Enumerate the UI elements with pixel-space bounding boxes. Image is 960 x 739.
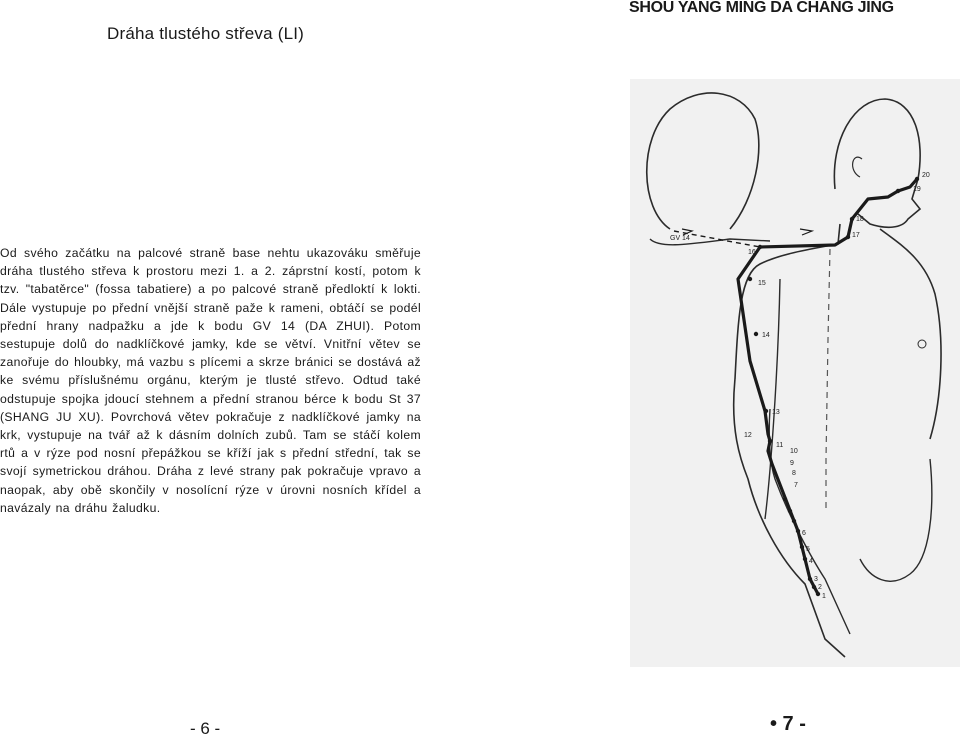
- left-page-number: - 6 -: [190, 719, 221, 738]
- acupoint-dot: [764, 409, 768, 413]
- body-figure-svg: [630, 79, 960, 667]
- acupoint-dot: [783, 497, 787, 501]
- acupoint-dot: [748, 277, 752, 281]
- point-label: 1: [822, 593, 826, 600]
- acupoint-dot: [808, 577, 812, 581]
- acupoint-dot: [816, 592, 820, 596]
- acupoint-dot: [800, 545, 804, 549]
- point-label: 12: [744, 432, 752, 439]
- description-paragraph: Od svého začátku na palcové straně base nehtu ukazováku směřuje dráha tlustého střeva k prostoru mezi 1. a 2. záprstní kostí, potom k tzv. "tabatěrce" (fossa tabatiere) a po palcové straně předloktí k lokti. Dále vystupuje po přední vnější straně paže k rameni, obtáčí se podél přední hrany nadpažku a jde k bodu GV 14 (DA ZHUI). Potom sestupuje dolů do nadklíčkové jamky, kde se větví. Vnitřní větev se zanořuje do hloubky, má vazbu s plícemi a skrze bránici se dostává až ke svému příslušnému orgánu, kterým je tlusté střevo. Odtud také odstupuje spojka jdoucí stehnem a přední stranou bérce k bodu St 37 (SHANG JU XU). Povrchová větev pokračuje z nadklíčkové jamky na krk, vystupuje na tvář až k dásním dolních zubů. Tam se stáčí kolem rtů a v rýze pod nosní přepážkou se kříží jak s přední střední, tak se svojí symetrickou dráhou. Dráha z levé strany pak pokračuje vpravo a naopak, aby obě skončily v nosolícní rýze v úrovni nosních křídel a navázaly na dráhu žaludku.: [0, 246, 421, 515]
- acupoint-dot: [896, 189, 900, 193]
- point-label: 9: [790, 460, 794, 467]
- point-label: 14: [762, 332, 770, 339]
- point-label: 11: [776, 442, 784, 449]
- meridian-illustration: [630, 79, 960, 667]
- gv14-label: GV 14: [670, 235, 690, 242]
- point-label: 15: [758, 280, 766, 287]
- acupoint-dot: [803, 557, 807, 561]
- acupoint-dot: [846, 235, 850, 239]
- figure-paper: [630, 79, 960, 667]
- acupoint-dot: [754, 332, 758, 336]
- point-label: 17: [852, 232, 860, 239]
- point-label: 10: [790, 448, 798, 455]
- meridian-description: [0, 244, 421, 517]
- point-label: 2: [818, 584, 822, 591]
- point-label: 3: [814, 576, 818, 583]
- left-page-title: Dráha tlustého střeva (LI): [107, 24, 305, 43]
- point-label: 4: [809, 558, 813, 565]
- point-label: 13: [772, 409, 780, 416]
- acupoint-dot: [788, 509, 792, 513]
- point-label: 20: [922, 172, 930, 179]
- acupoint-dot: [796, 529, 800, 533]
- point-label: 8: [792, 470, 796, 477]
- right-page-title: SHOU YANG MING DA CHANG JING: [629, 0, 894, 16]
- acupoint-dot: [812, 585, 816, 589]
- point-label: 18: [856, 216, 864, 223]
- right-page-number: • 7 -: [770, 713, 806, 735]
- point-label: 19: [913, 186, 921, 193]
- point-label: 7: [794, 482, 798, 489]
- acupoint-dot: [758, 245, 762, 249]
- acupoint-dot: [768, 439, 772, 443]
- point-label: 5: [806, 546, 810, 553]
- acupoint-dot: [850, 217, 854, 221]
- point-label: 6: [802, 530, 806, 537]
- acupoint-dot: [915, 177, 919, 181]
- point-label: 16: [748, 249, 756, 256]
- acupoint-dot: [792, 519, 796, 523]
